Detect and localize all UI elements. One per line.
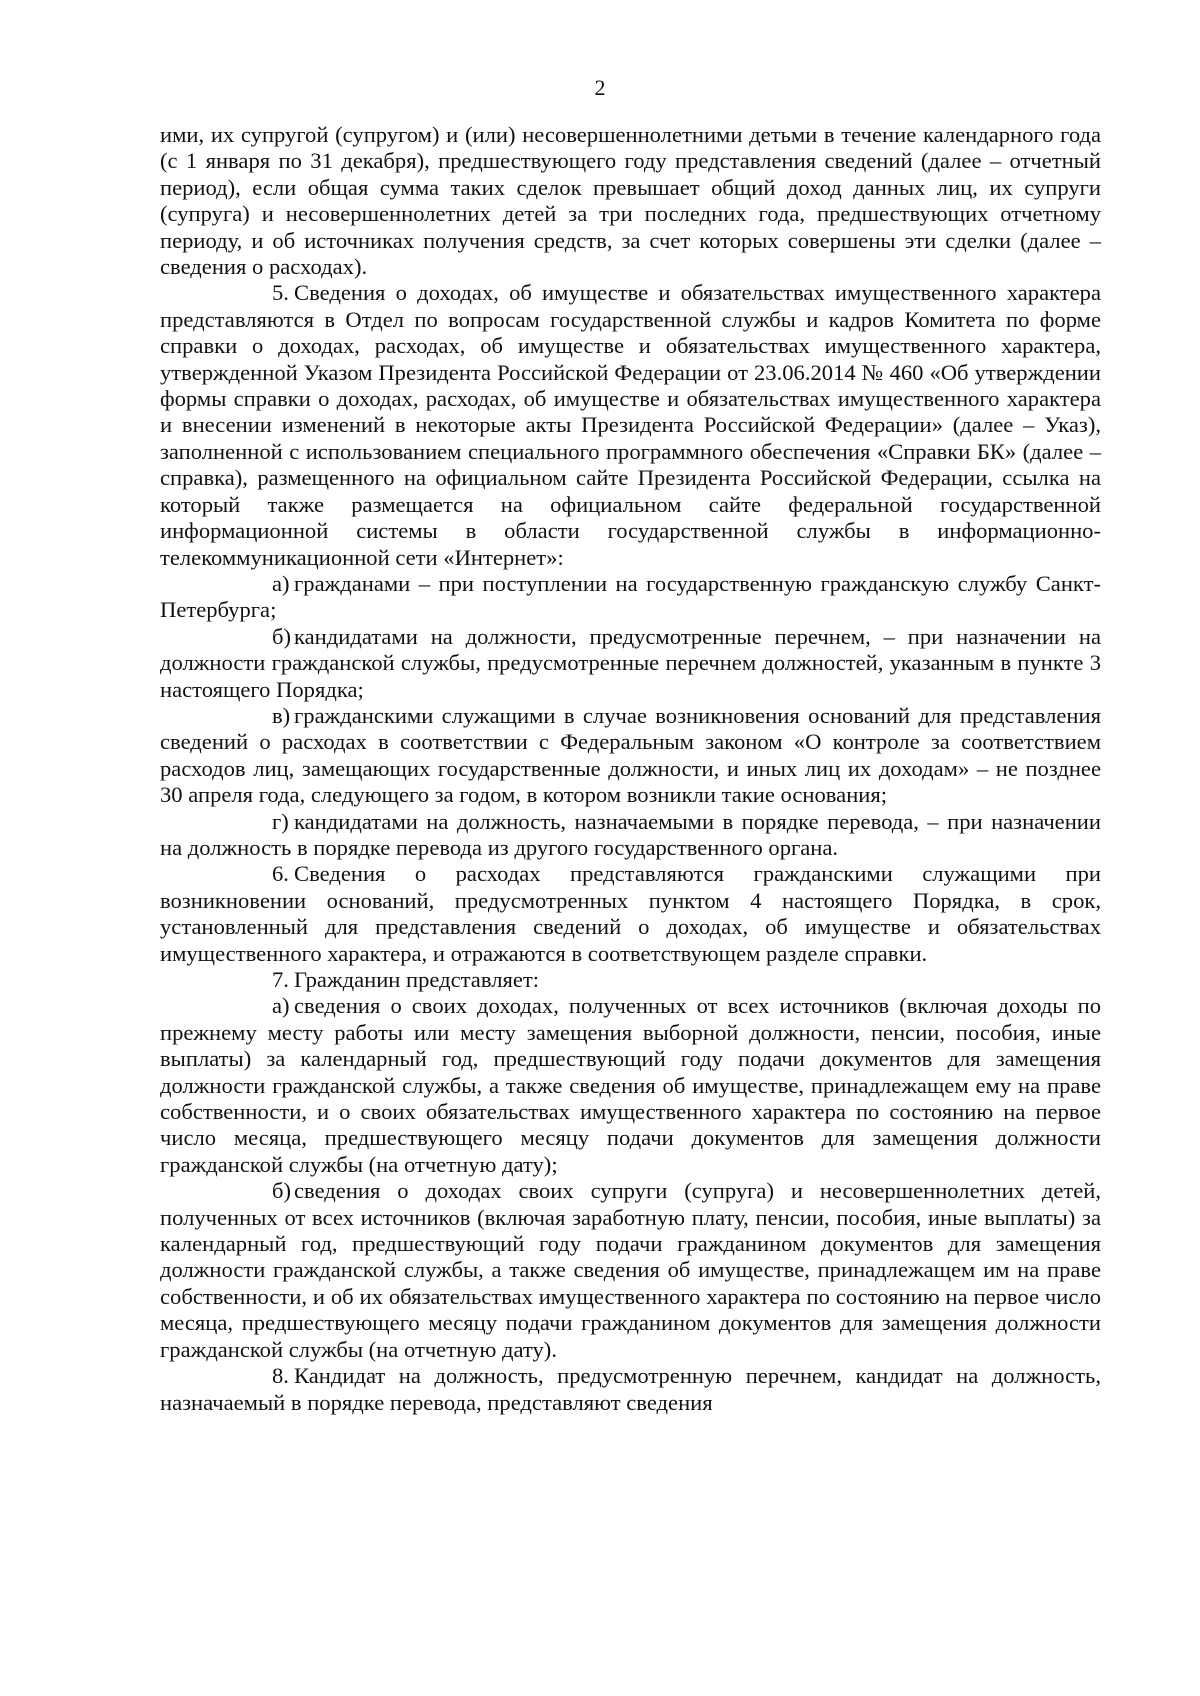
subitem-marker: б): [272, 623, 292, 649]
subitem-b: б) кандидатами на должности, предусмотренные перечнем, – при назначении на должности гражданской службы, предусмотренные перечнем должностей, указанным в пункте 3 настоящего Порядка;: [160, 623, 1101, 702]
page-number: 2: [594, 75, 606, 100]
subitem-a: а) гражданами – при поступлении на государственную гражданскую службу Санкт-Петербурга;: [160, 570, 1101, 623]
paragraph-continuation: ими, их супругой (супругом) и (или) несовершеннолетними детьми в течение календарного года (с 1 января по 31 декабря), предшествующего году представления сведений (далее – отчетный период), если общая сумма таких сделок превышает общий доход данных лиц, их супруги (супруга) и несовершеннолетних детей за три последних года, предшествующих отчетному периоду, и об источниках получения средств, за счет которых совершены эти сделки (далее – сведения о расходах).: [160, 122, 1101, 280]
document-body: [160, 122, 1101, 1416]
subitem-marker: а): [272, 570, 290, 596]
subitem-marker: б): [272, 1178, 292, 1204]
paragraph-item-5: 5. Сведения о доходах, об имуществе и обязательствах имущественного характера представляются в Отдел по вопросам государственной службы и кадров Комитета по форме справки о доходах, расходах, об имуществе и обязательствах имущественного характера, утвержденной Указом Президента Российской Федерации от 23.06.2014 № 460 «Об утверждении формы справки о доходах, расходах, об имуществе и обязательствах имущественного характера и внесении изменений в некоторые акты Президента Российской Федерации» (далее – Указ), заполненной с использованием специального программного обеспечения «Справки БК» (далее – справка), размещенного на официальном сайте Президента Российской Федерации, ссылка на который также размещается на официальном сайте федеральной государственной информационной системы в области государственной службы в информационно-телекоммуникационной сети «Интернет»:: [160, 280, 1101, 570]
subitem-7b: б) сведения о доходах своих супруги (супруга) и несовершеннолетних детей, полученных от всех источников (включая заработную плату, пенсии, пособия, иные выплаты) за календарный год, предшествующий году подачи гражданином документов для замещения должности гражданской службы, а также сведения об имуществе, принадлежащем им на праве собственности, и об их обязательствах имущественного характера по состоянию на первое число месяца, предшествующего месяцу подачи гражданином документов для замещения должности гражданской службы (на отчетную дату).: [160, 1178, 1101, 1362]
paragraph-item-7: 7. Гражданин представляет:: [160, 967, 1101, 993]
subitem-7a: а) сведения о своих доходах, полученных от всех источников (включая доходы по прежнему месту работы или месту замещения выборной должности, пенсии, пособия, иные выплаты) за календарный год, предшествующий году подачи документов для замещения должности гражданской службы, а также сведения об имуществе, принадлежащем ему на праве собственности, и о своих обязательствах имущественного характера по состоянию на первое число месяца, предшествующего месяцу подачи документов для замещения должности гражданской службы (на отчетную дату);: [160, 993, 1101, 1177]
item-number: 8.: [272, 1363, 289, 1389]
subitem-marker: г): [272, 808, 289, 834]
subitem-marker: в): [272, 702, 291, 728]
item-number: 5.: [272, 280, 289, 306]
subitem-g: г) кандидатами на должность, назначаемыми в порядке перевода, – при назначении на должность в порядке перевода из другого государственного органа.: [160, 808, 1101, 860]
subitem-v: в) гражданскими служащими в случае возникновения оснований для представления сведений о расходах в соответствии с Федеральным законом «О контроле за соответствием расходов лиц, замещающих государственные должности, и иных лиц их доходам» – не позднее 30 апреля года, следующего за годом, в котором возникли такие основания;: [160, 702, 1101, 808]
item-number: 6.: [272, 861, 289, 887]
paragraph-item-8: 8. Кандидат на должность, предусмотренную перечнем, кандидат на должность, назначаемый в порядке перевода, представляют сведения: [160, 1363, 1101, 1415]
item-number: 7.: [272, 967, 289, 992]
paragraph-item-6: 6. Сведения о расходах представляются гражданскими служащими при возникновении оснований, предусмотренных пунктом 4 настоящего Порядка, в срок, установленный для представления сведений о доходах, об имуществе и обязательствах имущественного характера, и отражаются в соответствующем разделе справки.: [160, 861, 1101, 966]
subitem-marker: а): [272, 993, 290, 1019]
